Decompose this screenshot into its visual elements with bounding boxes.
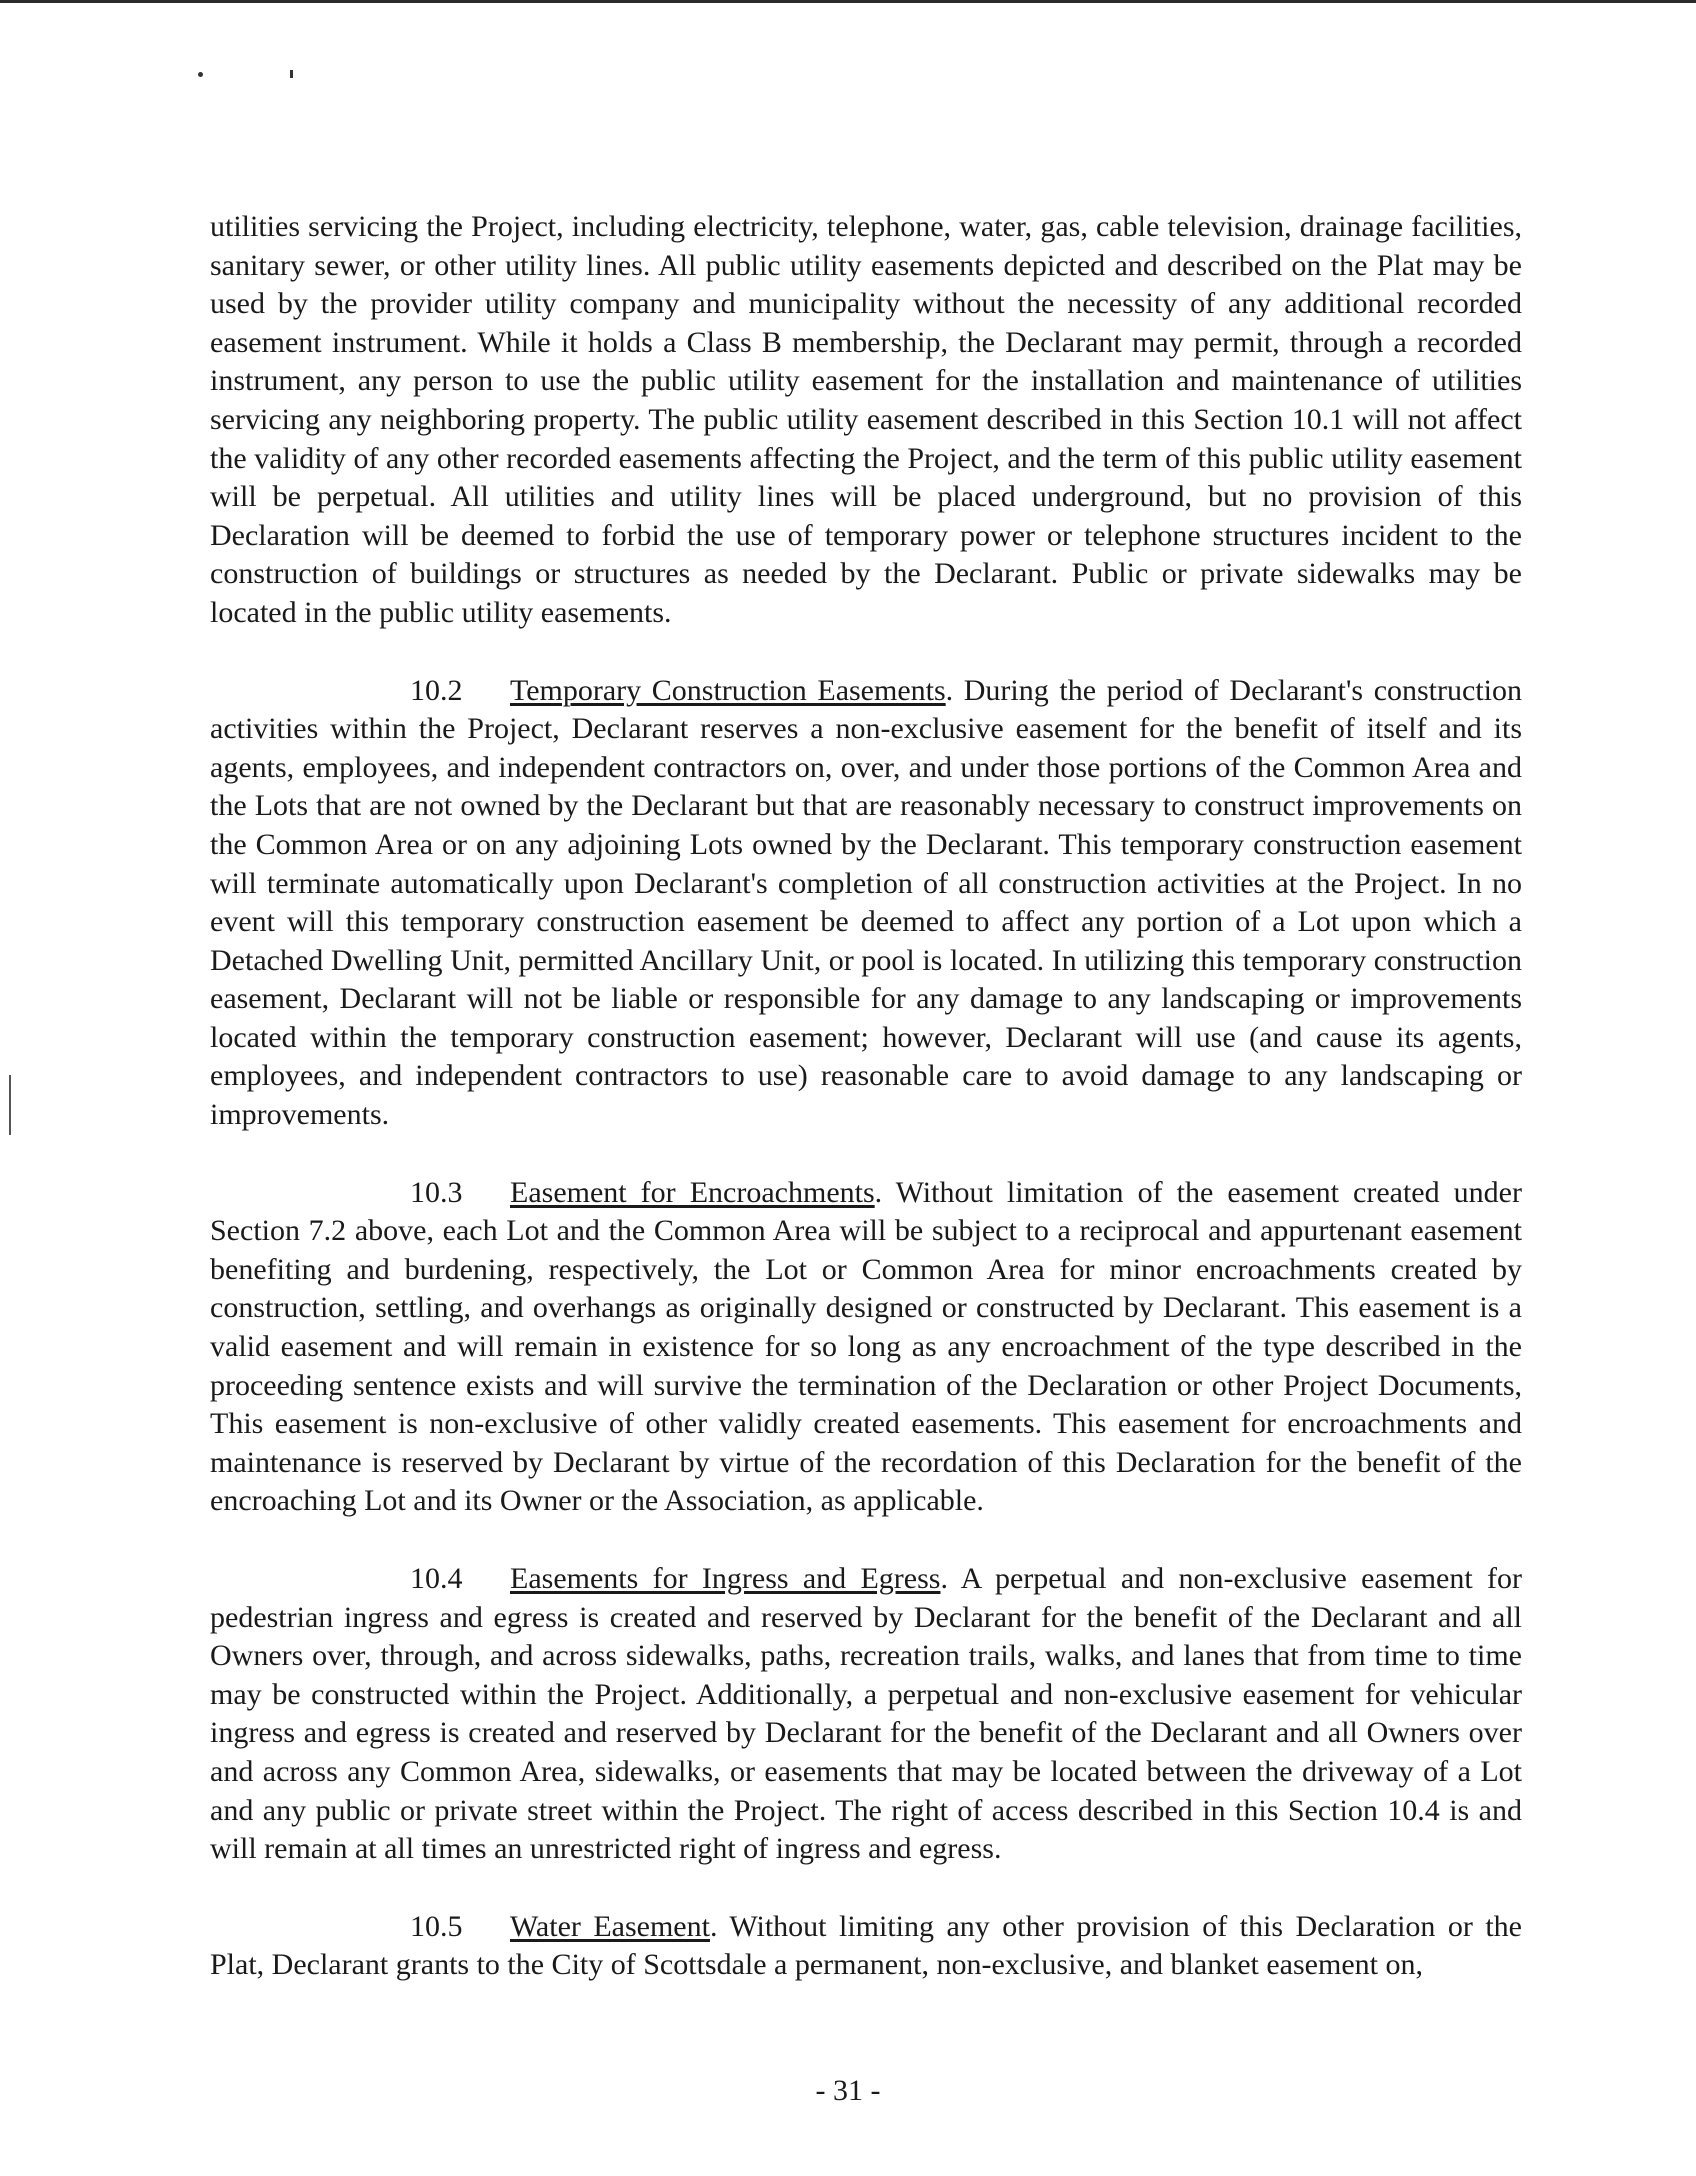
scan-speck [198,72,203,77]
section-number: 10.4 [410,1562,463,1595]
section-title: Water Easement [510,1909,710,1943]
section-title: Temporary Construction Easements [510,673,946,707]
section-10-4 [210,1560,1522,1869]
section-10-5 [210,1908,1522,1985]
scan-top-edge [0,0,1696,3]
section-title: Easements for Ingress and Egress [510,1562,941,1595]
section-number: 10.5 [410,1909,463,1943]
scan-margin-mark [0,1075,11,1135]
section-title: Easement for Encroachments [510,1175,875,1209]
intro-paragraph: utilities servicing the Project, including electricity, telephone, water, gas, cable television, drainage facilities, sanitary sewer, or other utility lines. All public utility easements depicted and described on the Plat may be used by the provider utility company and municipality without the necessity of any additional recorded easement instrument. While it holds a Class B membership, the Declarant may permit, through a recorded instrument, any person to use the public utility easement for the installation and maintenance of utilities servicing any neighboring property. The public utility easement described in this Section 10.1 will not affect the validity of any other recorded easements affecting the Project, and the term of this public utility easement will be perpetual. All utilities and utility lines will be placed underground, but no provision of this Declaration will be deemed to forbid the use of temporary power or telephone structures incident to the construction of buildings or structures as needed by the Declarant. Public or private sidewalks may be located in the public utility easements. [210,210,1522,629]
section-number: 10.3 [410,1175,463,1209]
section-body: . Without limiting any other provision of this Declaration or the Plat, Declarant grants to the City of Scottsdale a permanent, non-exclusive, and blanket easement on, [210,1909,1522,1982]
section-body: . A perpetual and non-exclusive easement for pedestrian ingress and egress is created and reserved by Declarant for the benefit of the Declarant and all Owners over, through, and across sidewalks, paths, recreation trails, walks, and lanes that from time to time may be constructed within the Project. Additionally, a perpetual and non-exclusive easement for vehicular ingress and egress is created and reserved by Declarant for the benefit of the Declarant and all Owners over and across any Common Area, sidewalks, or easements that may be located between the driveway of a Lot and any public or private street within the Project. The right of access described in this Section 10.4 is and will remain at all times an unrestricted right of ingress and egress. [210,1562,1522,1866]
section-10-3 [210,1174,1522,1521]
section-10-2 [210,672,1522,1135]
section-body: . During the period of Declarant's construction activities within the Project, Declarant reserves a non-exclusive easement for the benefit of itself and its agents, employees, and independent contractors on, over, and under those portions of the Common Area and the Lots that are not owned by the Declarant but that are reasonably necessary to construct improvements on the Common Area or on any adjoining Lots owned by the Declarant. This temporary construction easement will terminate automatically upon Declarant's completion of all construction activities at the Project. In no event will this temporary construction easement be deemed to affect any portion of a Lot upon which a Detached Dwelling Unit, permitted Ancillary Unit, or pool is located. In utilizing this temporary construction easement, Declarant will not be liable or responsible for any damage to any landscaping or improvements located within the temporary construction easement; however, Declarant will use (and cause its agents, employees, and independent contractors to use) reasonable care to avoid damage to any landscaping or improvements. [210,673,1522,1132]
document-page [210,208,1522,2024]
scan-speck [290,70,293,78]
section-number: 10.2 [410,673,463,707]
page-number: - 31 - [815,2074,881,2107]
section-body: . Without limitation of the easement created under Section 7.2 above, each Lot and the Common Area will be subject to a reciprocal and appurtenant easement benefiting and burdening, respectively, the Lot or Common Area for minor encroachments created by construction, settling, and overhangs as originally designed or constructed by Declarant. This easement is a valid easement and will remain in existence for so long as any encroachment of the type described in the proceeding sentence exists and will survive the termination of the Declaration or other Project Documents, This easement is non-exclusive of other validly created easements. This easement for encroachments and maintenance is reserved by Declarant by virtue of the recordation of this Declaration for the benefit of the encroaching Lot and its Owner or the Association, as applicable. [210,1175,1522,1518]
